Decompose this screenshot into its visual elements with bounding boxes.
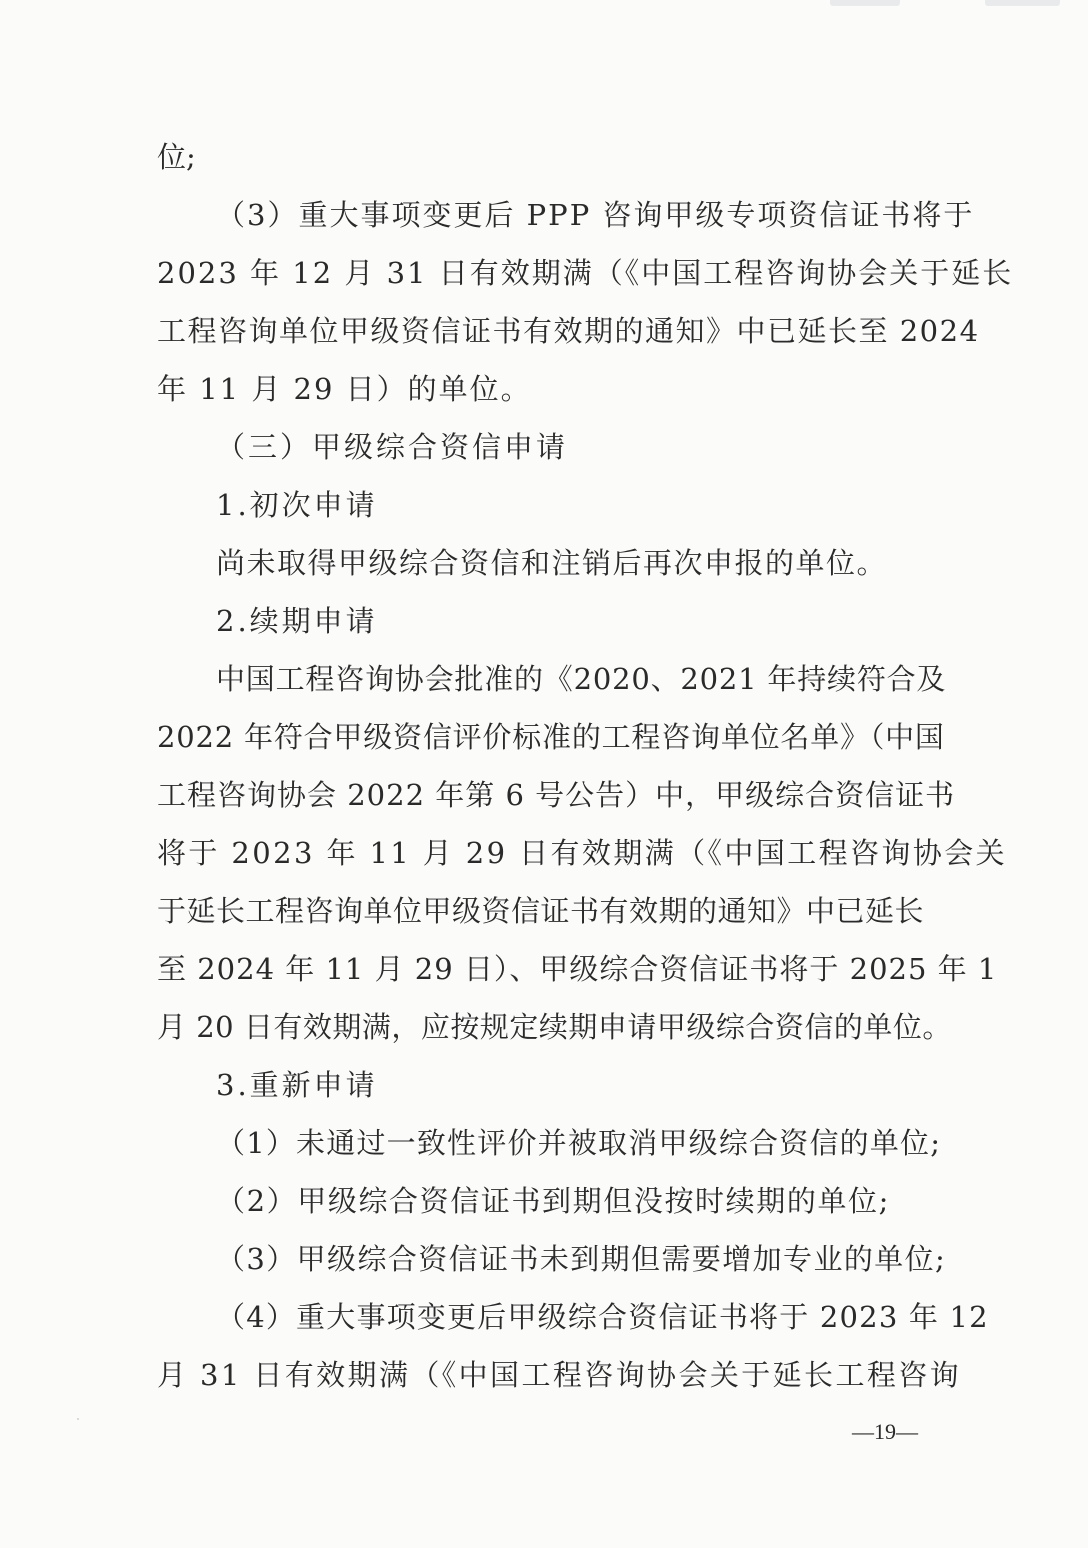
section-heading: （三）甲级综合资信申请 xyxy=(216,430,569,464)
list-item: （2）甲级综合资信证书到期但没按时续期的单位; xyxy=(216,1184,891,1218)
list-item: （3）甲级综合资信证书未到期但需要增加专业的单位; xyxy=(216,1242,947,1276)
list-item: （1）未通过一致性评价并被取消甲级综合资信的单位; xyxy=(216,1126,942,1160)
text-line: 工程咨询单位甲级资信证书有效期的通知》中已延长至 2024 xyxy=(157,314,980,348)
text-line: 尚未取得甲级综合资信和注销后再次申报的单位。 xyxy=(216,546,888,580)
scan-speck xyxy=(77,1418,79,1420)
text-line: 2023 年 12 月 31 日有效期满（《中国工程咨询协会关于延长 xyxy=(157,256,1014,290)
list-item: （4）重大事项变更后甲级综合资信证书将于 2023 年 12 xyxy=(216,1300,989,1334)
text-line: （3）重大事项变更后 PPP 咨询甲级专项资信证书将于 xyxy=(216,198,975,232)
subsection-heading: 2.续期申请 xyxy=(216,604,378,638)
text-line: 2022 年符合甲级资信评价标准的工程咨询单位名单》（中国 xyxy=(157,720,945,754)
text-line: 月 20 日有效期满，应按规定续期申请甲级综合资信的单位。 xyxy=(157,1010,952,1044)
scan-artifact xyxy=(830,0,900,6)
subsection-heading: 1.初次申请 xyxy=(216,488,378,522)
page-number: —19— xyxy=(852,1419,918,1444)
text-line: 将于 2023 年 11 月 29 日有效期满（《中国工程咨询协会关 xyxy=(157,836,1008,870)
text-line: 位; xyxy=(157,140,196,174)
subsection-heading: 3.重新申请 xyxy=(216,1068,378,1102)
text-line: 中国工程咨询协会批准的《2020、2021 年持续符合及 xyxy=(216,662,947,696)
text-line: 于延长工程咨询单位甲级资信证书有效期的通知》中已延长 xyxy=(157,894,925,928)
text-line: 年 11 月 29 日）的单位。 xyxy=(157,372,532,406)
text-line: 至 2024 年 11 月 29 日）、甲级综合资信证书将于 2025 年 1 xyxy=(157,952,998,986)
scan-artifact xyxy=(985,0,1060,6)
text-line: 工程咨询协会 2022 年第 6 号公告）中，甲级综合资信证书 xyxy=(157,778,956,812)
text-line: 月 31 日有效期满（《中国工程咨询协会关于延长工程咨询 xyxy=(157,1358,962,1392)
